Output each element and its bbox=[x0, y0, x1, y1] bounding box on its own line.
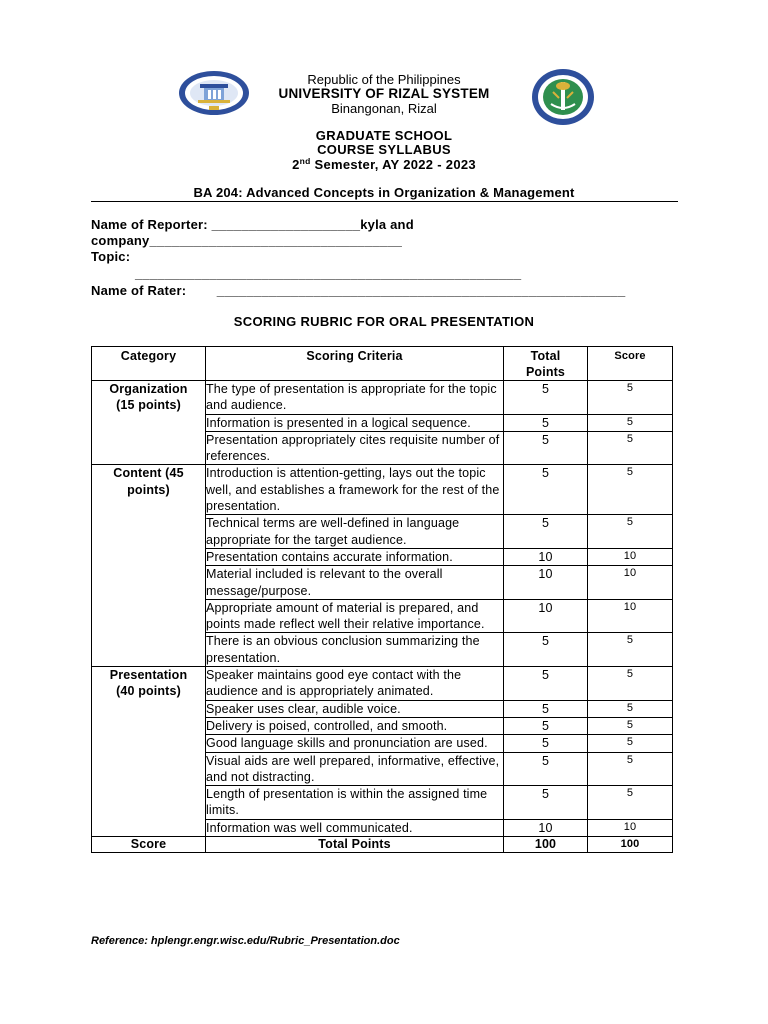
score-cell: 10 bbox=[588, 599, 673, 633]
table-row bbox=[92, 667, 673, 701]
score-cell: 5 bbox=[588, 717, 673, 734]
score-cell: 5 bbox=[588, 633, 673, 667]
criteria-cell: Presentation contains accurate information. bbox=[206, 548, 504, 565]
total-points-cell: 10 bbox=[504, 819, 588, 836]
score-cell: 5 bbox=[588, 414, 673, 431]
rubric-body bbox=[92, 381, 673, 853]
table-row bbox=[92, 465, 673, 515]
criteria-cell: Appropriate amount of material is prepared, and points made reflect well their relative importance. bbox=[206, 599, 504, 633]
score-cell: 5 bbox=[588, 786, 673, 820]
category-label-line2: points) bbox=[127, 482, 170, 497]
category-label-line1: Organization bbox=[109, 382, 188, 396]
score-header: Score bbox=[588, 347, 673, 381]
criteria-cell: Visual aids are well prepared, informative, effective, and not distracting. bbox=[206, 752, 504, 786]
score-cell: 5 bbox=[588, 735, 673, 752]
category-header: Category bbox=[92, 347, 206, 381]
total-row bbox=[92, 837, 673, 853]
university-name: UNIVERSITY OF RIZAL SYSTEM bbox=[278, 86, 490, 101]
criteria-cell: There is an obvious conclusion summarizing the presentation. bbox=[206, 633, 504, 667]
topic-label: Topic: bbox=[91, 249, 131, 264]
total-points-cell: 5 bbox=[504, 515, 588, 549]
total-score-value: 100 bbox=[588, 837, 673, 853]
total-points-header-line2: Points bbox=[525, 365, 566, 379]
course-title: BA 204: Advanced Concepts in Organization & Management bbox=[193, 185, 575, 200]
total-points-cell: 5 bbox=[504, 667, 588, 701]
total-points-cell: 5 bbox=[504, 465, 588, 515]
score-cell: 5 bbox=[588, 431, 673, 465]
criteria-cell: Technical terms are well-defined in language appropriate for the target audience. bbox=[206, 515, 504, 549]
score-cell: 5 bbox=[588, 465, 673, 515]
criteria-cell: Introduction is attention-getting, lays out the topic well, and establishes a framework for the rest of the presentation. bbox=[206, 465, 504, 515]
score-cell: 5 bbox=[588, 700, 673, 717]
total-points-cell: 5 bbox=[504, 752, 588, 786]
document-type: COURSE SYLLABUS bbox=[317, 142, 451, 157]
criteria-cell: Speaker uses clear, audible voice. bbox=[206, 700, 504, 717]
category-label-line1: Content (45 bbox=[113, 466, 184, 481]
total-points-cell: 5 bbox=[504, 735, 588, 752]
semester-text: Semester, AY 2022 - 2023 bbox=[310, 157, 476, 172]
criteria-cell: Good language skills and pronunciation are used. bbox=[206, 735, 504, 752]
semester-number: 2 bbox=[292, 157, 300, 172]
criteria-cell: Length of presentation is within the assigned time limits. bbox=[206, 786, 504, 820]
total-points-cell: 10 bbox=[504, 548, 588, 565]
total-points-cell: 5 bbox=[504, 431, 588, 465]
rubric-title: SCORING RUBRIC FOR ORAL PRESENTATION bbox=[233, 314, 535, 329]
criteria-cell: Material included is relevant to the overall message/purpose. bbox=[206, 566, 504, 600]
republic-text: Republic of the Philippines bbox=[307, 72, 461, 87]
category-content bbox=[92, 465, 206, 667]
total-points-label: Total Points bbox=[206, 837, 504, 853]
score-cell: 10 bbox=[588, 548, 673, 565]
score-cell: 10 bbox=[588, 819, 673, 836]
total-points-cell: 10 bbox=[504, 566, 588, 600]
criteria-cell: Delivery is poised, controlled, and smooth. bbox=[206, 717, 504, 734]
total-points-header bbox=[504, 347, 588, 381]
topic-blank-line: ____________________________________________________ bbox=[135, 266, 522, 281]
semester-line bbox=[0, 156, 768, 172]
score-cell: 10 bbox=[588, 566, 673, 600]
score-cell: 5 bbox=[588, 381, 673, 415]
school-name: GRADUATE SCHOOL bbox=[315, 128, 453, 143]
score-cell: 5 bbox=[588, 752, 673, 786]
category-organization bbox=[92, 381, 206, 465]
criteria-cell: The type of presentation is appropriate for the topic and audience. bbox=[206, 381, 504, 415]
semester-ordinal: nd bbox=[299, 156, 311, 166]
total-points-cell: 5 bbox=[504, 786, 588, 820]
table-header-row bbox=[92, 347, 673, 381]
total-points-cell: 10 bbox=[504, 599, 588, 633]
company-line: company__________________________________ bbox=[91, 233, 403, 248]
rater-line: Name of Rater: _______________________________________________________ bbox=[91, 283, 626, 298]
total-points-value: 100 bbox=[504, 837, 588, 853]
criteria-header: Scoring Criteria bbox=[206, 347, 504, 381]
reference-note: Reference: hplengr.engr.wisc.edu/Rubric_Presentation.doc bbox=[91, 935, 400, 947]
total-score-label: Score bbox=[92, 837, 206, 853]
score-cell: 5 bbox=[588, 515, 673, 549]
category-presentation bbox=[92, 667, 206, 837]
table-row bbox=[92, 381, 673, 415]
total-points-cell: 5 bbox=[504, 381, 588, 415]
criteria-cell: Speaker maintains good eye contact with the audience and is appropriately animated. bbox=[206, 667, 504, 701]
category-label-line2: (15 points) bbox=[116, 398, 181, 413]
rubric-table bbox=[91, 346, 673, 853]
criteria-cell: Information was well communicated. bbox=[206, 819, 504, 836]
total-points-header-line1: Total bbox=[530, 349, 561, 363]
criteria-cell: Presentation appropriately cites requisite number of references. bbox=[206, 431, 504, 465]
total-points-cell: 5 bbox=[504, 633, 588, 667]
reporter-line: Name of Reporter: ____________________kyla and bbox=[91, 217, 414, 232]
university-location: Binangonan, Rizal bbox=[331, 101, 437, 116]
category-label-line1: Presentation bbox=[109, 668, 188, 683]
score-cell: 5 bbox=[588, 667, 673, 701]
total-points-cell: 5 bbox=[504, 700, 588, 717]
category-label-line2: (40 points) bbox=[116, 684, 181, 699]
total-points-cell: 5 bbox=[504, 717, 588, 734]
course-title-underline bbox=[91, 201, 678, 202]
criteria-cell: Information is presented in a logical sequence. bbox=[206, 414, 504, 431]
total-points-cell: 5 bbox=[504, 414, 588, 431]
